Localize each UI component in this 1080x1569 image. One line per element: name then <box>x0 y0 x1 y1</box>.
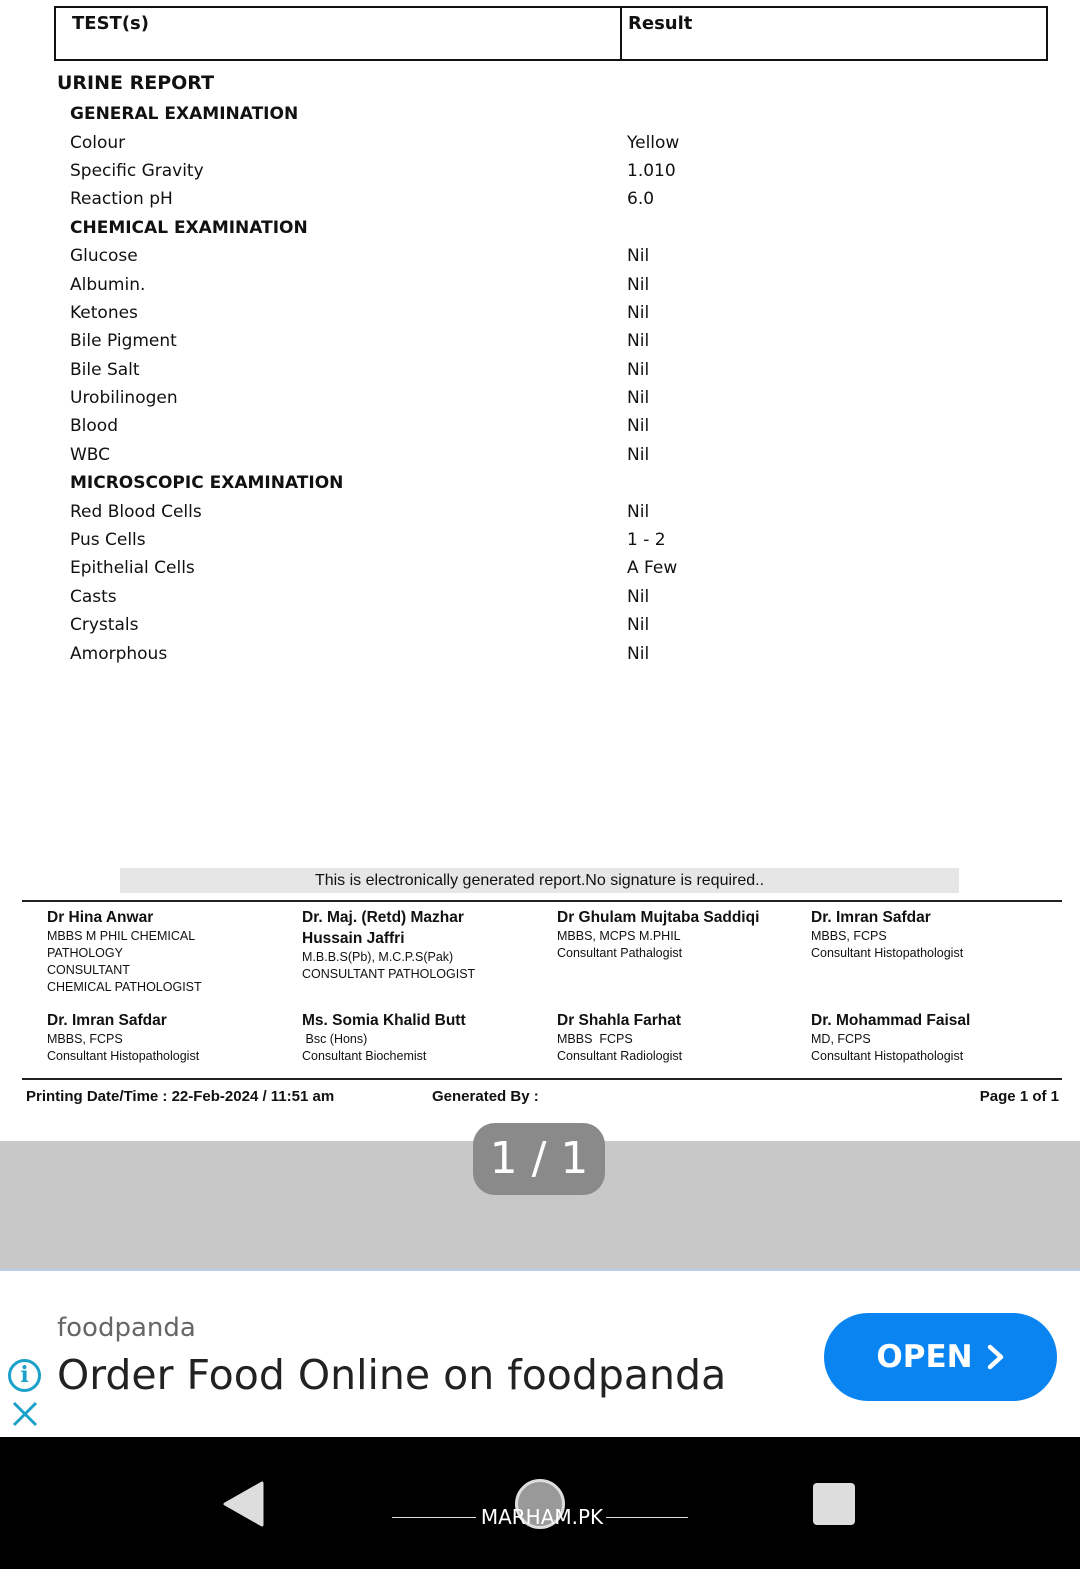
doctor-entry <box>811 1010 1056 1065</box>
doctor-qualification: M.B.B.S(Pb), M.C.P.S(Pak) CONSULTANT PATHOLOGIST <box>302 950 476 981</box>
test-name: Colour <box>70 132 126 153</box>
test-name: Amorphous <box>70 643 168 664</box>
result-row <box>70 242 970 270</box>
result-row <box>70 639 970 667</box>
doctor-entry <box>557 907 802 962</box>
results-list <box>70 100 970 668</box>
doctor-entry <box>302 907 547 983</box>
test-result: Nil <box>627 274 650 295</box>
doctor-qualification: MD, FCPS Consultant Histopathologist <box>811 1032 964 1063</box>
test-name: Reaction pH <box>70 189 173 210</box>
test-name: Bile Pigment <box>70 331 177 352</box>
test-name: Specific Gravity <box>70 160 204 181</box>
test-result: Nil <box>627 246 650 267</box>
test-name: Albumin. <box>70 274 146 295</box>
viewer-background <box>0 1133 1080 1269</box>
page-indicator: 1 / 1 <box>473 1123 605 1195</box>
test-result: Yellow <box>627 132 680 153</box>
chevron-right-icon <box>987 1344 1005 1370</box>
section-heading-row <box>70 100 970 128</box>
doctor-qualification: MBBS M PHIL CHEMICAL PATHOLOGY CONSULTANT CHEMICAL PATHOLOGIST <box>47 929 202 994</box>
test-name: WBC <box>70 444 111 465</box>
test-result: 6.0 <box>627 189 655 210</box>
doctor-entry <box>557 1010 802 1065</box>
test-name: Blood <box>70 416 118 437</box>
divider <box>22 1078 1062 1080</box>
test-name: Ketones <box>70 302 138 323</box>
test-name: Casts <box>70 586 117 607</box>
test-result: Nil <box>627 302 650 323</box>
doctor-entry <box>47 1010 292 1065</box>
page-number: Page 1 of 1 <box>979 1088 1059 1105</box>
test-name: Crystals <box>70 615 139 636</box>
doctor-entry <box>811 907 1056 962</box>
result-row <box>70 583 970 611</box>
test-name: Urobilinogen <box>70 388 178 409</box>
ad-advertiser[interactable]: foodpanda <box>57 1313 196 1343</box>
result-row <box>70 497 970 525</box>
section-heading: MICROSCOPIC EXAMINATION <box>70 473 344 494</box>
result-row <box>70 554 970 582</box>
section-heading-row <box>70 469 970 497</box>
result-column-header: Result <box>628 13 693 34</box>
ad-banner[interactable] <box>0 1269 1080 1437</box>
ad-open-label: OPEN <box>876 1339 973 1375</box>
doctor-name: Dr Hina Anwar <box>47 909 154 926</box>
test-result: A Few <box>627 558 678 579</box>
doctor-entry <box>47 907 292 996</box>
doctor-name: Ms. Somia Khalid Butt <box>302 1012 466 1029</box>
back-icon[interactable] <box>222 1481 264 1527</box>
test-name: Bile Salt <box>70 359 140 380</box>
test-name: Red Blood Cells <box>70 501 202 522</box>
watermark-line <box>392 1517 476 1518</box>
doctor-name: Dr Shahla Farhat <box>557 1012 682 1029</box>
result-row <box>70 157 970 185</box>
doctor-qualification: MBBS, FCPS Consultant Histopathologist <box>811 929 964 960</box>
doctor-qualification: MBBS FCPS Consultant Radiologist <box>557 1032 683 1063</box>
test-name: Glucose <box>70 246 138 267</box>
test-result: Nil <box>627 388 650 409</box>
doctor-name: Dr. Mohammad Faisal <box>811 1012 971 1029</box>
result-row <box>70 384 970 412</box>
result-row <box>70 185 970 213</box>
test-result: Nil <box>627 615 650 636</box>
divider <box>22 900 1062 902</box>
doctor-name: Dr Ghulam Mujtaba Saddiqi <box>557 909 760 926</box>
result-row <box>70 526 970 554</box>
electronic-report-notice: This is electronically generated report.No signature is required.. <box>120 868 959 893</box>
section-heading: CHEMICAL EXAMINATION <box>70 217 308 238</box>
test-result: Nil <box>627 416 650 437</box>
test-result: Nil <box>627 359 650 380</box>
ad-open-button[interactable] <box>824 1313 1057 1401</box>
ad-headline[interactable]: Order Food Online on foodpanda <box>57 1351 727 1399</box>
test-result: Nil <box>627 444 650 465</box>
info-icon[interactable]: i <box>8 1359 41 1392</box>
doctor-name: Dr. Imran Safdar <box>811 909 931 926</box>
section-heading-row <box>70 214 970 242</box>
test-name: Epithelial Cells <box>70 558 195 579</box>
watermark: MARHAM.PK <box>480 1505 604 1529</box>
test-result: Nil <box>627 643 650 664</box>
doctor-name: Dr. Maj. (Retd) Mazhar Hussain Jaffri <box>302 909 464 947</box>
results-header-table <box>54 6 1048 61</box>
test-result: 1 - 2 <box>627 530 666 551</box>
result-row <box>70 299 970 327</box>
test-result: Nil <box>627 586 650 607</box>
doctor-qualification: MBBS, FCPS Consultant Histopathologist <box>47 1032 200 1063</box>
test-result: Nil <box>627 331 650 352</box>
result-row <box>70 356 970 384</box>
system-navigation-bar <box>0 1437 1080 1569</box>
close-icon[interactable] <box>10 1399 40 1429</box>
doctor-entry <box>302 1010 547 1065</box>
doctor-qualification: Bsc (Hons) Consultant Biochemist <box>302 1032 427 1063</box>
result-row <box>70 270 970 298</box>
result-row <box>70 611 970 639</box>
section-heading: GENERAL EXAMINATION <box>70 104 299 125</box>
test-name: Pus Cells <box>70 530 146 551</box>
generated-by: Generated By : <box>432 1088 539 1105</box>
test-result: 1.010 <box>627 160 676 181</box>
doctor-name: Dr. Imran Safdar <box>47 1012 167 1029</box>
doctor-qualification: MBBS, MCPS M.PHIL Consultant Pathalogist <box>557 929 683 960</box>
printing-date-time: Printing Date/Time : 22-Feb-2024 / 11:51 am <box>26 1088 335 1105</box>
result-row <box>70 441 970 469</box>
recents-icon[interactable] <box>813 1483 855 1525</box>
test-result: Nil <box>627 501 650 522</box>
report-title: URINE REPORT <box>57 72 215 94</box>
tests-column-header: TEST(s) <box>56 8 622 59</box>
result-row <box>70 128 970 156</box>
watermark-line <box>606 1517 688 1518</box>
result-row <box>70 327 970 355</box>
result-row <box>70 412 970 440</box>
